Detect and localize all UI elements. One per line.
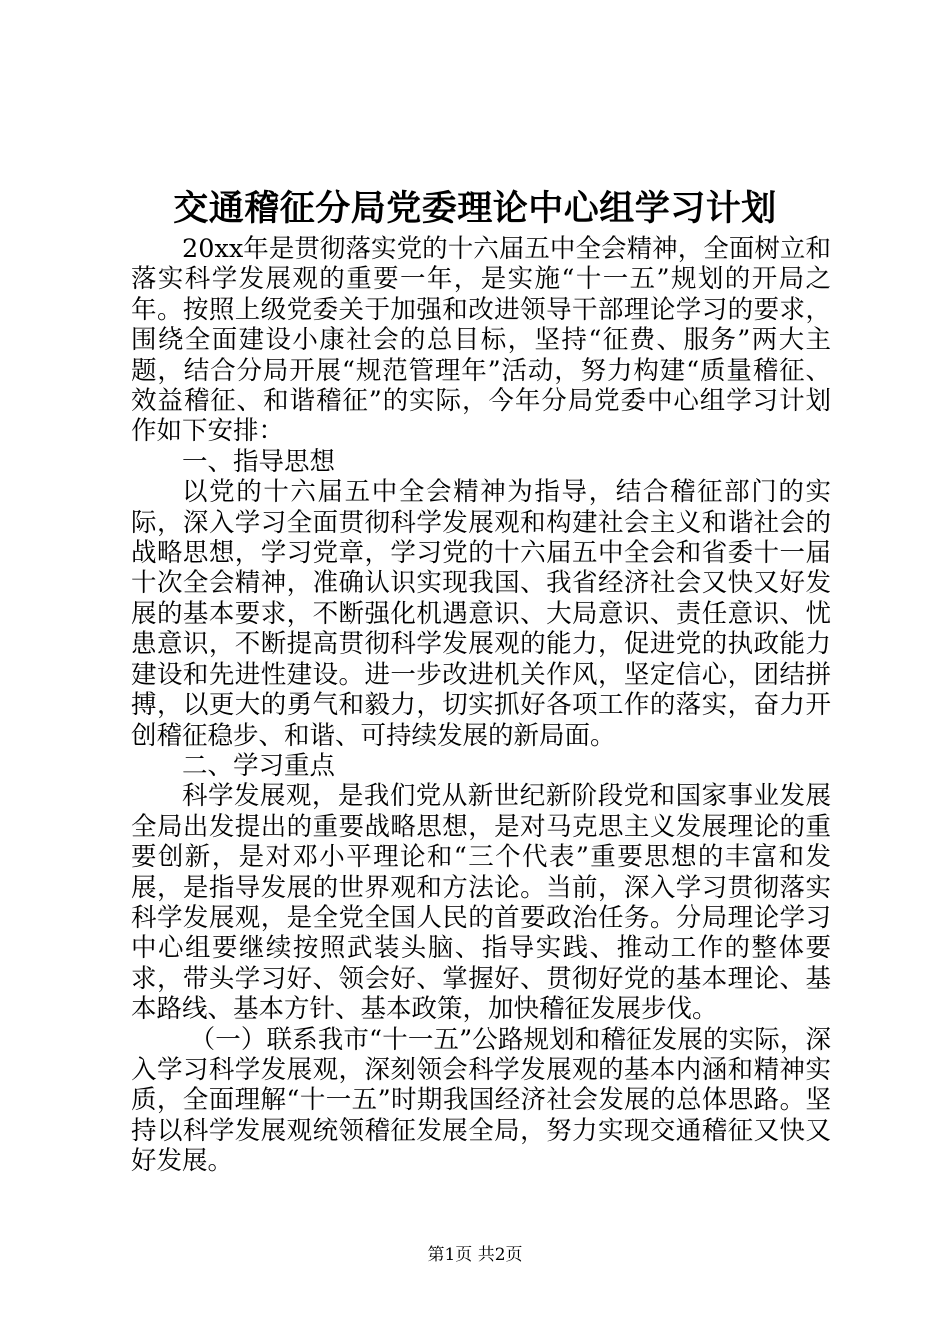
document-title: 交通稽征分局党委理论中心组学习计划 (173, 188, 777, 229)
guiding-ideology-paragraph: 以党的十六届五中全会精神为指导，结合稽征部门的实际，深入学习全面贯彻科学发展观和构建社会主义和谐社会的战略思想，学习党章，学习党的十六届五中全会和省委十一届十次全会精神，准确认识实现我国、我省经济社会又快又好发展的基本要求，不断强化机遇意识、大局意识、责任意识、忧患意识，不断提高贯彻科学发展观的能力，促进党的执政能力建设和先进性建设。进一步改进机关作风，坚定信心，团结拼搏，以更大的勇气和毅力，切实抓好各项工作的落实，奋力开创稽征稳步、和谐、可持续发展的新局面。 (131, 477, 831, 751)
section-heading-guiding-ideology: 一、指导思想 (182, 446, 336, 477)
intro-paragraph: 20xx年是贯彻落实党的十六届五中全会精神，全面树立和落实科学发展观的重要一年，是实施“十一五”规划的开局之年。按照上级党委关于加强和改进领导干部理论学习的要求，围绕全面建设小康社会的总目标，坚持“征费、服务”两大主题，结合分局开展“规范管理年”活动，努力构建“质量稽征、效益稽征、和谐稽征”的实际，今年分局党委中心组学习计划作如下安排： (131, 234, 831, 447)
page-number-footer: 第1页 共2页 (427, 1245, 523, 1265)
document-body (131, 234, 831, 1177)
section-heading-study-focus: 二、学习重点 (182, 750, 336, 781)
study-focus-paragraph: 科学发展观，是我们党从新世纪新阶段党和国家事业发展全局出发提出的重要战略思想，是对马克思主义发展理论的重要创新，是对邓小平理论和“三个代表”重要思想的丰富和发展，是指导发展的世界观和方法论。当前，深入学习贯彻落实科学发展观，是全党全国人民的首要政治任务。分局理论学习中心组要继续按照武装头脑、指导实践、推动工作的整体要求，带头学习好、领会好、掌握好、贯彻好党的基本理论、基本路线、基本方针、基本政策，加快稽征发展步伐。 (131, 781, 831, 1025)
study-item-one-paragraph: （一）联系我市“十一五”公路规划和稽征发展的实际，深入学习科学发展观，深刻领会科学发展观的基本内涵和精神实质，全面理解“十一五”时期我国经济社会发展的总体思路。坚持以科学发展观统领稽征发展全局，努力实现交通稽征又快又好发展。 (131, 1024, 831, 1177)
